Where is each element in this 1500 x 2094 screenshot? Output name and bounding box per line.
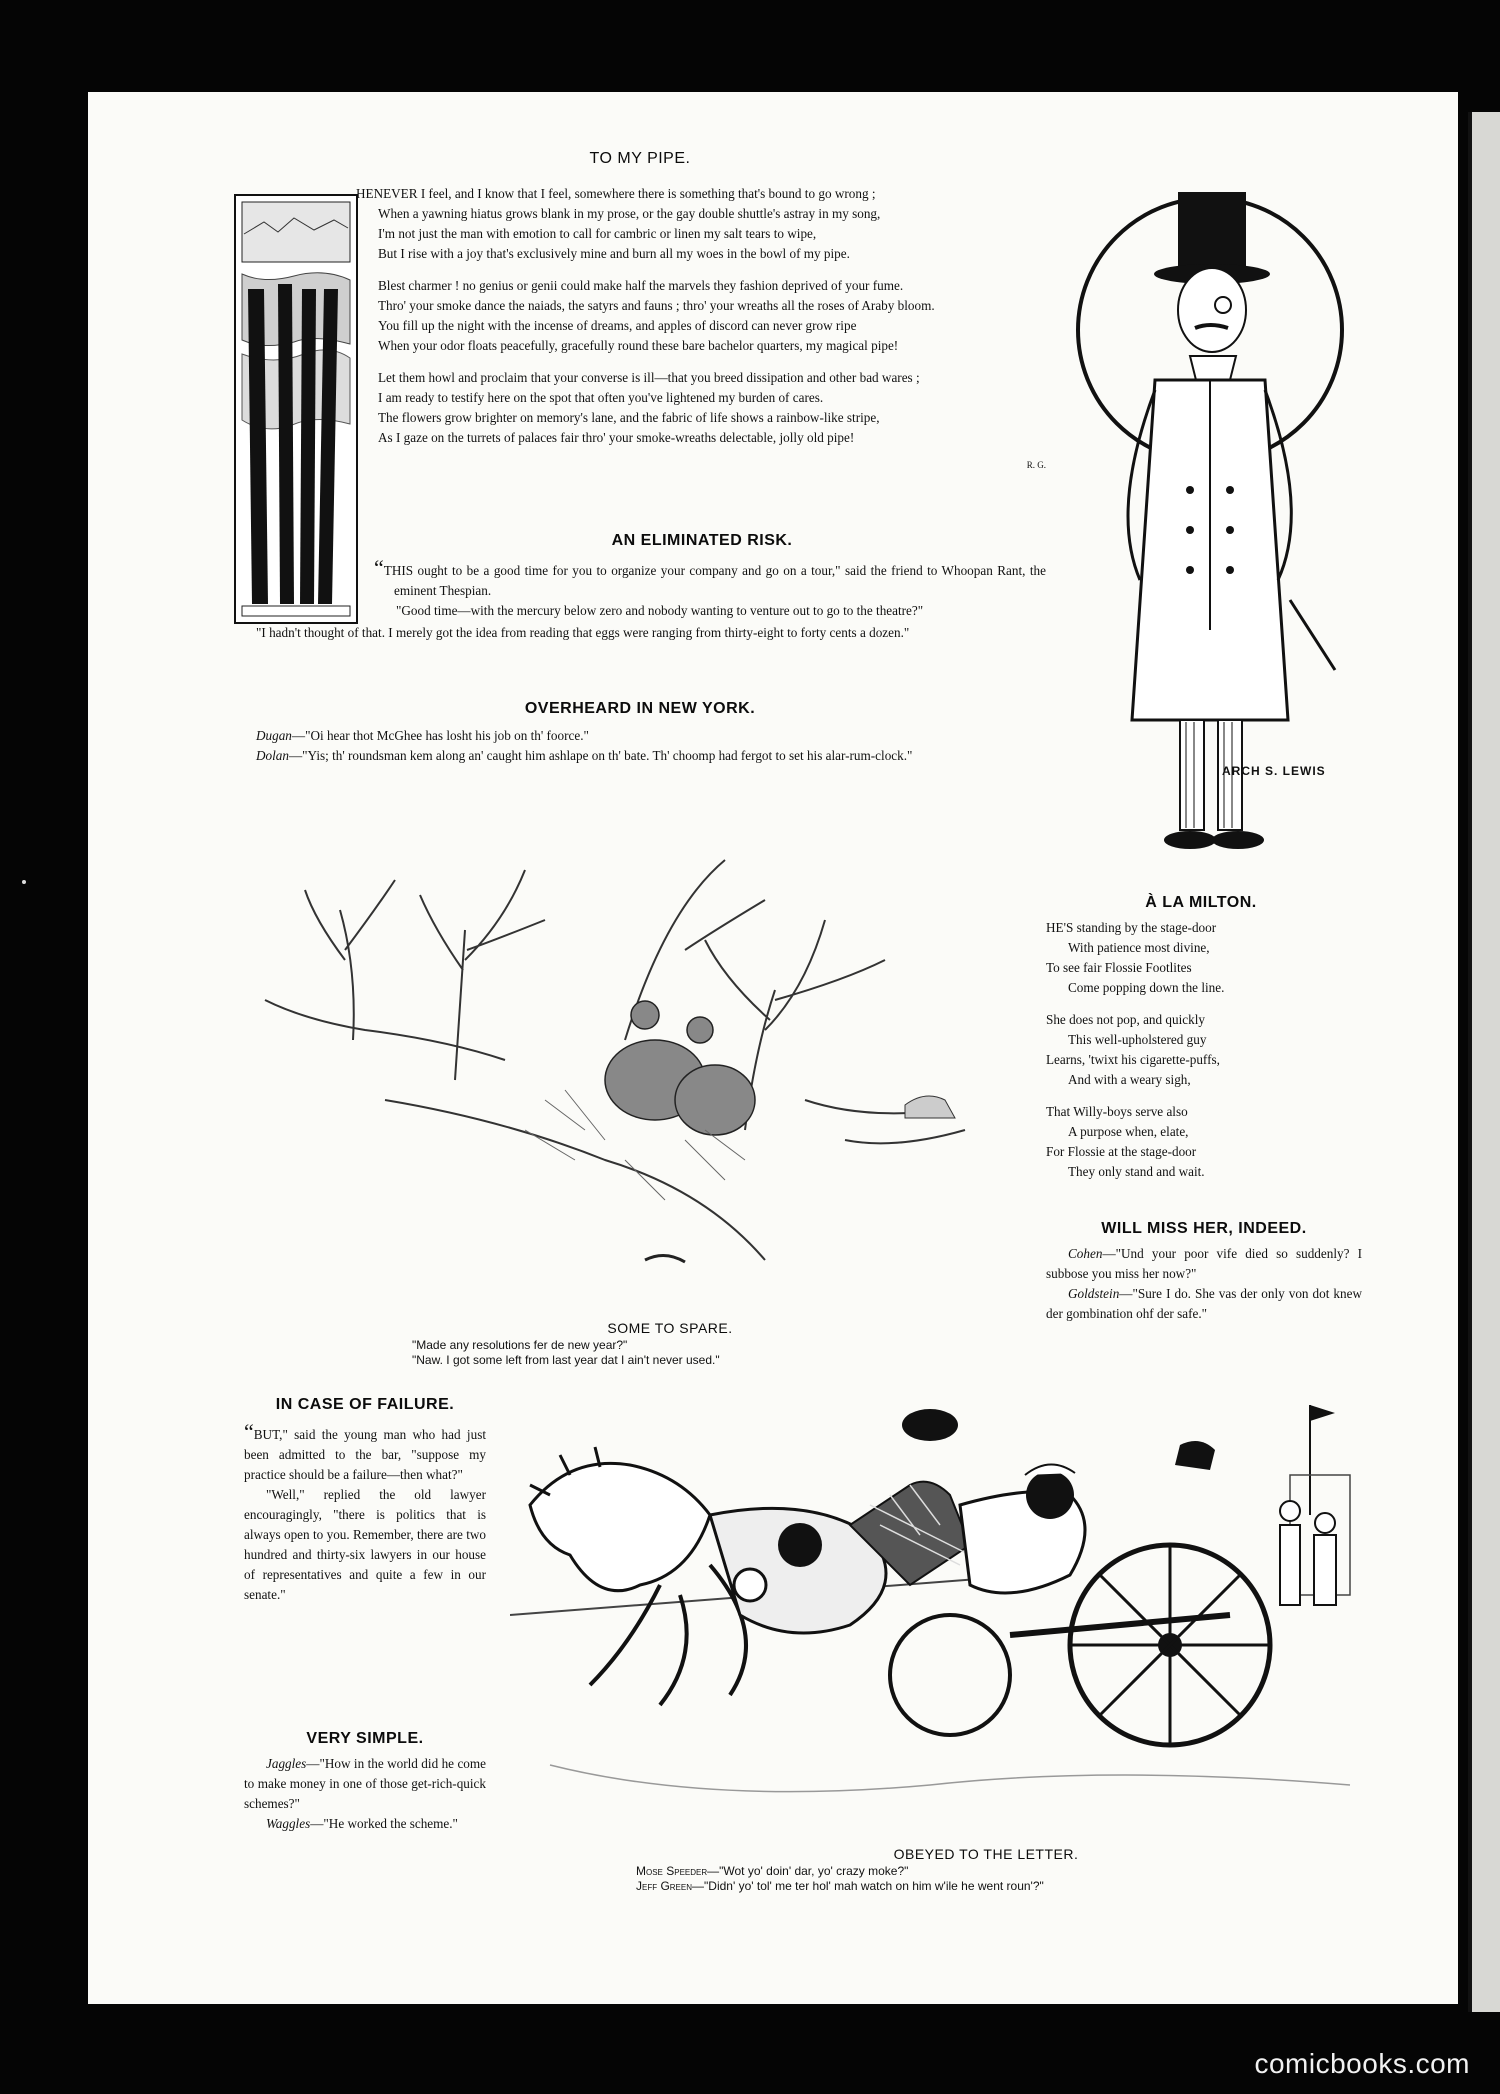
milton-line: And with a weary sigh, bbox=[1068, 1072, 1191, 1087]
milton-line: This well-upholstered guy bbox=[1068, 1032, 1207, 1047]
pipe-line: Let them howl and proclaim that your converse is ill—that you breed dissipation and other bad wares ; bbox=[378, 370, 920, 385]
overheard-line-1: Dugan—"Oi hear thot McGhee has losht his job on th' foorce." bbox=[256, 728, 589, 743]
milton-line: A purpose when, elate, bbox=[1068, 1124, 1189, 1139]
failure-section bbox=[244, 1396, 486, 1605]
milton-line: To see fair Flossie Footlites bbox=[1046, 960, 1192, 975]
failure-paragraph-2: "Well," replied the old lawyer encouragingly, "there is politics that is always open to you. Remember, there are two hundred and thirty-six lawyers in our house of representatives and quite a few in our senate." bbox=[244, 1487, 486, 1602]
letter-line-2: Jeff Green—"Didn' yo' tol' me ter hol' mah watch on him w'ile he went roun'?" bbox=[636, 1879, 1044, 1893]
pipe-title: TO MY PIPE. bbox=[589, 150, 691, 167]
risk-title: AN ELIMINATED RISK. bbox=[611, 532, 793, 549]
site-watermark: comicbooks.com bbox=[1254, 2048, 1470, 2079]
letter-section bbox=[636, 1846, 1336, 1894]
pipe-line: Thro' your smoke dance the naiads, the satyrs and fauns ; thro' your wreaths all the roses of Araby bloom. bbox=[378, 298, 935, 313]
next-page-edge bbox=[1468, 112, 1500, 2012]
spare-line-1: "Made any resolutions fer de new year?" bbox=[412, 1338, 628, 1352]
simple-title: VERY SIMPLE. bbox=[306, 1730, 424, 1747]
pipe-section bbox=[230, 150, 1050, 168]
risk-paragraph-3: "I hadn't thought of that. I merely got the idea from reading that eggs were ranging from thirty-eight to forty cents a dozen." bbox=[256, 625, 910, 640]
spare-title: SOME TO SPARE. bbox=[607, 1320, 733, 1336]
scan-speck bbox=[22, 880, 26, 884]
pipe-line: The flowers grow brighter on memory's lane, and the fabric of life shows a rainbow-like stripe, bbox=[378, 410, 880, 425]
milton-line: They only stand and wait. bbox=[1068, 1164, 1205, 1179]
letter-line-1: Mose Speeder—"Wot yo' doin' dar, yo' crazy moke?" bbox=[636, 1864, 909, 1878]
simple-section bbox=[244, 1730, 486, 1834]
risk-section bbox=[234, 532, 1046, 643]
hunters-sketch bbox=[245, 800, 1035, 1320]
milton-line: She does not pop, and quickly bbox=[1046, 1012, 1205, 1027]
pipe-line: I'm not just the man with emotion to call for cambric or linen my salt tears to wipe, bbox=[378, 226, 817, 241]
pipe-poem bbox=[356, 184, 1046, 470]
missher-line-1: Cohen—"Und your poor vife died so suddenly? I subbose you miss her now?" bbox=[1046, 1246, 1362, 1281]
risk-paragraph-2: "Good time—with the mercury below zero and nobody wanting to venture out to go to the theatre?" bbox=[396, 603, 924, 618]
milton-line: Come popping down the line. bbox=[1068, 980, 1225, 995]
missher-line-2: Goldstein—"Sure I do. She vas der only von dot knew der gombination ohf der safe." bbox=[1046, 1286, 1362, 1321]
simple-line-1: Jaggles—"How in the world did he come to make money in one of those get-rich-quick schemes?" bbox=[244, 1756, 486, 1811]
pipe-line: As I gaze on the turrets of palaces fair thro' your smoke-wreaths delectable, jolly old pipe! bbox=[378, 430, 855, 445]
spare-section bbox=[390, 1320, 950, 1368]
pipe-line: But I rise with a joy that's exclusively mine and burn all my woes in the bowl of my pipe. bbox=[378, 246, 850, 261]
overheard-section bbox=[234, 700, 1046, 766]
pipe-line: You fill up the night with the incense of dreams, and apples of discord can never grow ripe bbox=[378, 318, 857, 333]
pipe-line: I am ready to testify here on the spot that often you've lightened my burden of cares. bbox=[378, 390, 824, 405]
milton-line: Learns, 'twixt his cigarette-puffs, bbox=[1046, 1052, 1220, 1067]
milton-line: With patience most divine, bbox=[1068, 940, 1210, 955]
milton-line: HE'S standing by the stage-door bbox=[1046, 920, 1217, 935]
missher-title: WILL MISS HER, INDEED. bbox=[1101, 1220, 1307, 1237]
milton-section bbox=[1046, 894, 1356, 1194]
letter-title: OBEYED TO THE LETTER. bbox=[893, 1846, 1079, 1862]
overheard-line-2: Dolan—"Yis; th' roundsman kem along an' caught him ashlape on th' bate. Th' choomp had fergot to set his alar-rum-clock." bbox=[256, 748, 913, 763]
missher-section bbox=[1046, 1220, 1362, 1324]
overheard-title: OVERHEARD IN NEW YORK. bbox=[524, 700, 756, 717]
milton-title: À LA MILTON. bbox=[1145, 894, 1257, 911]
pipe-line: HENEVER I feel, and I know that I feel, somewhere there is something that's bound to go wrong ; bbox=[356, 186, 876, 201]
pipe-line: When your odor floats peacefully, gracefully round these bare bachelor quarters, my magical pipe! bbox=[378, 338, 899, 353]
runaway-cart-illustration bbox=[510, 1385, 1370, 1845]
pipe-signature: R. G. bbox=[1026, 460, 1046, 470]
pipe-line: Blest charmer ! no genius or genii could make half the marvels they fashion deprived of your fume. bbox=[378, 278, 904, 293]
milton-line: For Flossie at the stage-door bbox=[1046, 1144, 1197, 1159]
failure-paragraph-1: “BUT," said the young man who had just been admitted to the bar, "suppose my practice should be a failure—then what?" bbox=[244, 1419, 486, 1482]
artist-signature: ARCH S. LEWIS bbox=[1222, 764, 1326, 778]
risk-paragraph-1: “THIS ought to be a good time for you to organize your company and go on a tour," said the friend to Whoopan Rant, the eminent Thespian. bbox=[374, 555, 1046, 598]
spare-line-2: "Naw. I got some left from last year dat I ain't never used." bbox=[412, 1353, 720, 1367]
pipe-line: When a yawning hiatus grows blank in my prose, or the gay double shuttle's astray in my song, bbox=[378, 206, 881, 221]
simple-line-2: Waggles—"He worked the scheme." bbox=[266, 1816, 458, 1831]
failure-title: IN CASE OF FAILURE. bbox=[275, 1396, 455, 1413]
milton-line: That Willy-boys serve also bbox=[1046, 1104, 1188, 1119]
